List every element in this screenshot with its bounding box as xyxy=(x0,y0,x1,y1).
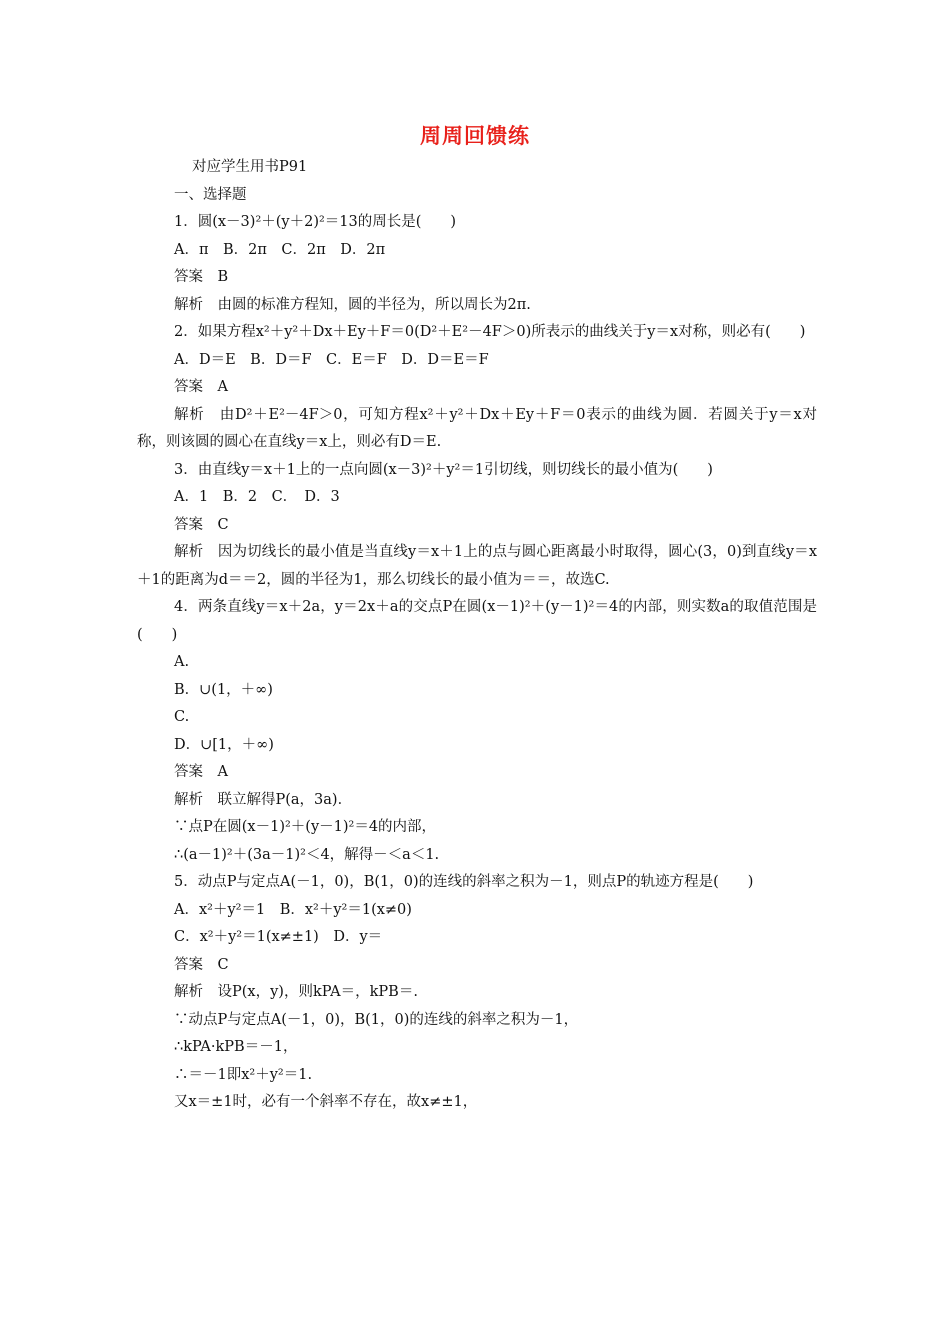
q1-stem: 1．圆(x－3)²＋(y＋2)²＝13的周长是( ) xyxy=(174,214,457,230)
q3-stem: 3．由直线y＝x＋1上的一点向圆(x－3)²＋y²＝1引切线，则切线长的最小值为( ) xyxy=(174,461,713,478)
q5-options-2: C．x²＋y²＝1(x≠±1) D．y＝ xyxy=(174,929,383,945)
q5-step-3: ∴＝－1即x²＋y²＝1. xyxy=(174,1066,313,1083)
source-note: 对应学生用书P91 xyxy=(192,159,308,175)
q2-stem: 2．如果方程x²＋y²＋Dx＋Ey＋F＝0(D²＋E²－4F＞0)所表示的曲线关于y＝x对称，则必有( ) xyxy=(174,324,806,340)
section-heading: 一、选择题 xyxy=(174,186,247,203)
q3-analysis: 解析 因为切线长的最小值是当直线y＝x＋1上的点与圆心距离最小时取得，圆心(3，0)到直线y＝x＋1的距离为d＝＝2，圆的半径为1，那么切线长的最小值为＝＝，故选C. xyxy=(137,544,817,588)
q3-answer: 答案 C xyxy=(174,516,229,533)
q5-analysis: 解析 设P(x，y)，则kPA＝，kPB＝. xyxy=(174,984,418,1000)
q2-options: A．D＝E B．D＝F C．E＝F D．D＝E＝F xyxy=(174,351,489,368)
q4-analysis: 解析 联立解得P(a，3a)． xyxy=(174,791,353,808)
q4-option-d: D．∪[1，＋∞) xyxy=(174,736,274,753)
q2-answer: 答案 A xyxy=(174,379,228,395)
q4-answer: 答案 A xyxy=(174,764,228,780)
q4-option-c: C. xyxy=(174,709,190,725)
q5-step-4: 又x＝±1时，必有一个斜率不存在，故x≠±1， xyxy=(174,1094,478,1110)
q4-step-2: ∴(a－1)²＋(3a－1)²＜4，解得－＜a＜1. xyxy=(174,846,440,863)
q1-options: A．π B．2π C．2π D．2π xyxy=(174,241,386,258)
q5-step-1: ∵动点P与定点A(－1，0)，B(1，0)的连线的斜率之积为－1， xyxy=(174,1011,579,1028)
q4-option-b: B．∪(1，＋∞) xyxy=(174,681,273,698)
q5-options-1: A．x²＋y²＝1 B．x²＋y²＝1(x≠0) xyxy=(174,901,412,918)
q4-option-a: A. xyxy=(174,654,190,670)
q2-analysis: 解析 由D²＋E²－4F＞0，可知方程x²＋y²＋Dx＋Ey＋F＝0表示的曲线为圆．若圆关于y＝x对称，则该圆的圆心在直线y＝x上，则必有D＝E. xyxy=(137,406,817,450)
q5-step-2: ∴kPA·kPB＝－1， xyxy=(174,1039,298,1055)
q3-options: A．1 B．2 C． D．3 xyxy=(174,489,340,505)
q1-answer: 答案 B xyxy=(174,269,229,285)
page-title: 周周回馈练 xyxy=(420,123,530,148)
q4-stem: 4．两条直线y＝x＋2a，y＝2x＋a的交点P在圆(x－1)²＋(y－1)²＝4的内部，则实数a的取值范围是( ) xyxy=(137,599,817,643)
q5-stem: 5．动点P与定点A(－1，0)，B(1，0)的连线的斜率之积为－1，则点P的轨迹方程是( ) xyxy=(174,874,754,890)
q4-step-1: ∵点P在圆(x－1)²＋(y－1)²＝4的内部， xyxy=(174,819,437,835)
document-body xyxy=(137,154,817,1117)
q5-answer: 答案 C xyxy=(174,956,229,973)
q1-analysis: 解析 由圆的标准方程知，圆的半径为，所以周长为2π. xyxy=(174,296,531,313)
